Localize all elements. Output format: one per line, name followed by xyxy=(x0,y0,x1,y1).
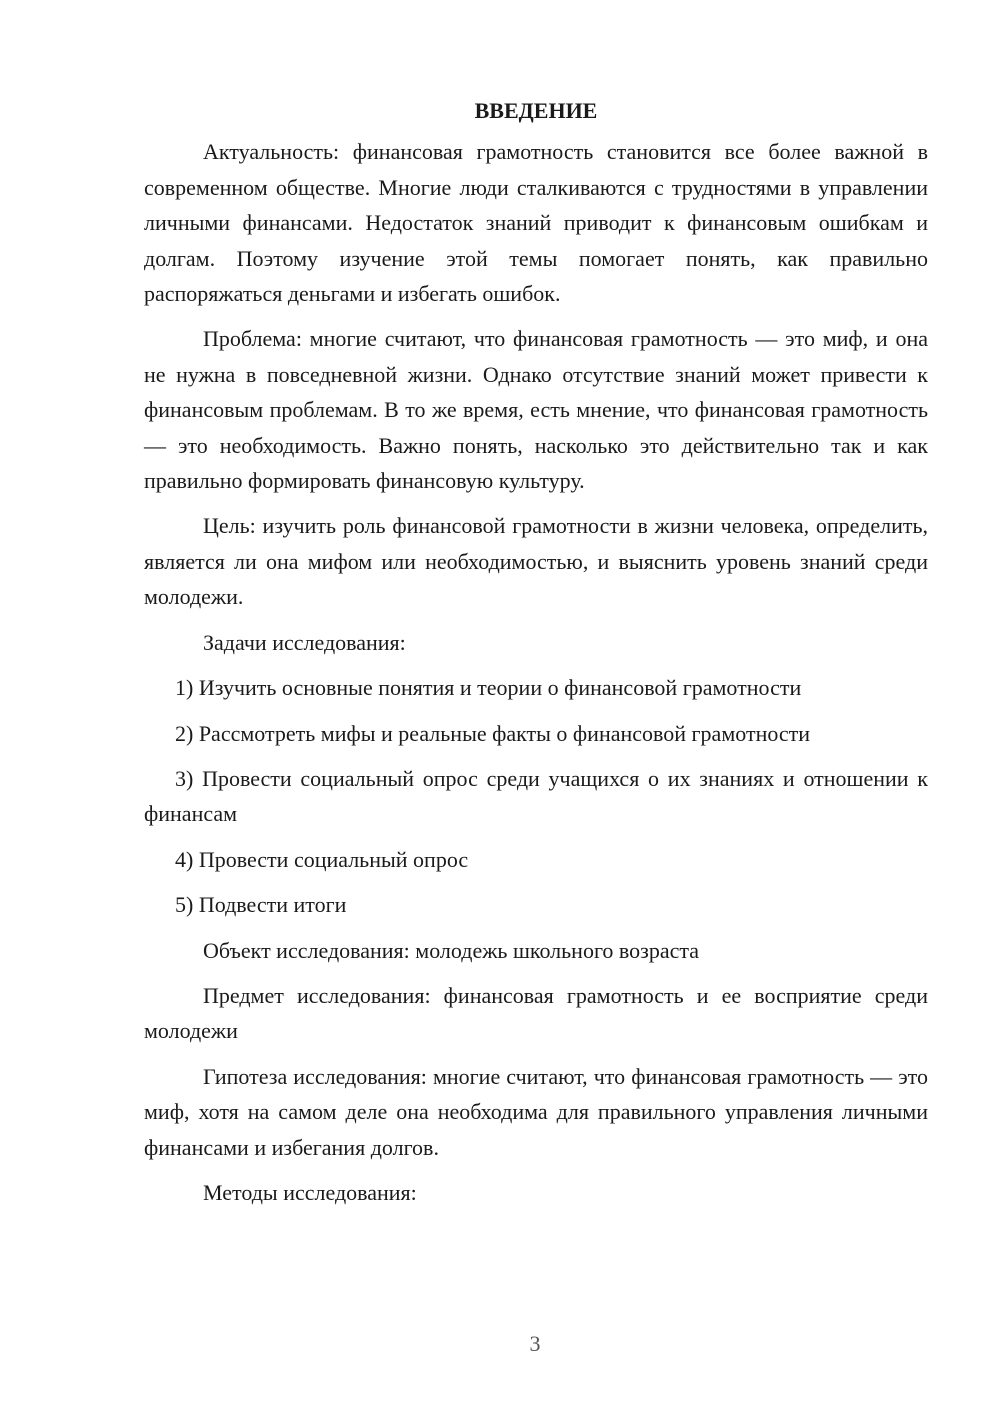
object-paragraph: Объект исследования: молодежь школьного возраста xyxy=(203,937,700,963)
task-item-4: 4) Провести социальный опрос xyxy=(175,846,469,872)
section-title: ВВЕДЕНИЕ xyxy=(474,98,598,123)
tasks-heading: Задачи исследования: xyxy=(203,629,406,655)
task-item-3: 3) Провести социальный опрос среди учащихся о их знаниях и отношении к финансам xyxy=(144,765,928,827)
subject-paragraph: Предмет исследования: финансовая грамотность и ее восприятие среди молодежи xyxy=(144,982,928,1044)
methods-heading: Методы исследования: xyxy=(203,1179,417,1205)
page-body xyxy=(144,93,928,1220)
page-number: 3 xyxy=(529,1331,541,1356)
task-item-5: 5) Подвести итоги xyxy=(175,892,347,918)
task-item-1: 1) Изучить основные понятия и теории о финансовой грамотности xyxy=(175,675,802,701)
task-item-2: 2) Рассмотреть мифы и реальные факты о финансовой грамотности xyxy=(175,720,811,746)
hypothesis-paragraph: Гипотеза исследования: многие считают, что финансовая грамотность — это миф, хотя на самом деле она необходима для правильного управления личными финансами и избегания долгов. xyxy=(144,1063,928,1160)
problem-paragraph: Проблема: многие считают, что финансовая грамотность — это миф, и она не нужна в повседневной жизни. Однако отсутствие знаний может привести к финансовым проблемам. В то же время, есть мнение, что финансовая грамотность — это необходимость. Важно понять, насколько это действительно так и как правильно формировать финансовую культуру. xyxy=(144,326,928,494)
relevance-paragraph: Актуальность: финансовая грамотность становится все более важной в современном обществе. Многие люди сталкиваются с трудностями в управлении личными финансами. Недостаток знаний приводит к финансовым ошибкам и долгам. Поэтому изучение этой темы помогает понять, как правильно распоряжаться деньгами и избегать ошибок. xyxy=(144,139,928,307)
goal-paragraph: Цель: изучить роль финансовой грамотности в жизни человека, определить, является ли она мифом или необходимостью, и выяснить уровень знаний среди молодежи. xyxy=(144,513,928,610)
